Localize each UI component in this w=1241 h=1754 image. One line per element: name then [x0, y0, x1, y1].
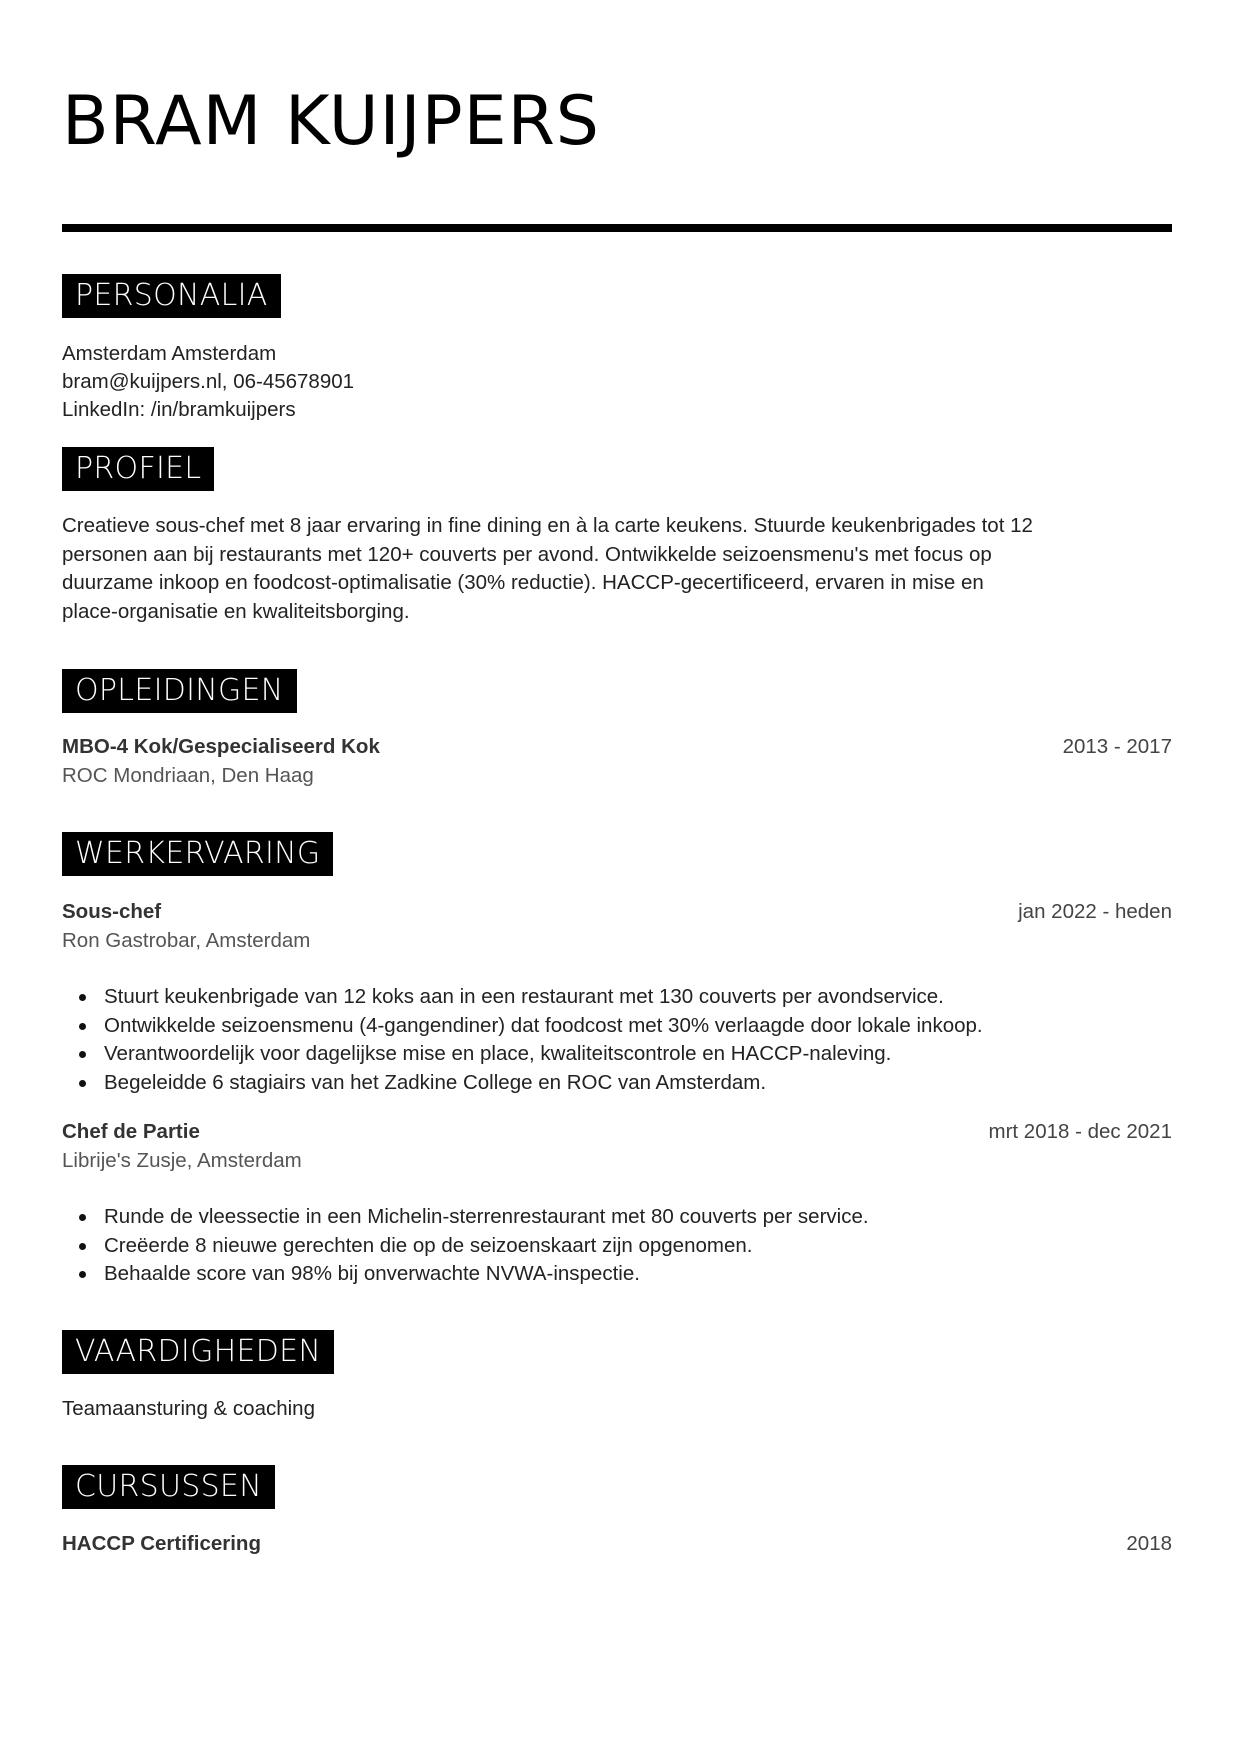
section-heading-werkervaring: WERKERVARING	[62, 832, 333, 876]
education-date: 2013 - 2017	[1062, 735, 1172, 758]
section-heading-vaardigheden: VAARDIGHEDEN	[62, 1330, 334, 1374]
job-employer: Ron Gastrobar, Amsterdam	[62, 929, 311, 952]
list-item	[62, 1260, 1172, 1289]
profiel-summary	[62, 512, 1172, 626]
bullet-icon	[79, 994, 86, 1001]
job-title: Chef de Partie	[62, 1120, 200, 1143]
job-employer: Librije's Zusje, Amsterdam	[62, 1149, 302, 1172]
bullet-text: Creëerde 8 nieuwe gerechten die op de seizoenskaart zijn opgenomen.	[104, 1233, 753, 1257]
section-heading-cursussen: CURSUSSEN	[62, 1465, 275, 1509]
job-date: mrt 2018 - dec 2021	[988, 1120, 1172, 1143]
section-heading-personalia: PERSONALIA	[62, 274, 281, 318]
profiel-line: personen aan bij restaurants met 120+ couverts per avond. Ontwikkelde seizoensmenu's met focus op	[62, 542, 992, 566]
bullet-text: Verantwoordelijk voor dagelijkse mise en place, kwaliteitscontrole en HACCP-naleving.	[104, 1042, 892, 1065]
bullet-text: Runde de vleessectie in een Michelin-sterrenrestaurant met 80 couverts per service.	[104, 1205, 869, 1228]
header-divider	[62, 224, 1172, 232]
section-heading-profiel: PROFIEL	[62, 447, 214, 491]
profiel-line: Creatieve sous-chef met 8 jaar ervaring in fine dining en à la carte keukens. Stuurde keukenbrigades tot 12	[62, 514, 1033, 537]
list-item	[62, 1203, 1172, 1232]
list-item	[62, 1232, 1172, 1261]
profiel-line: duurzame inkoop en foodcost-optimalisatie (30% reductie). HACCP-gecertificeerd, ervaren in mise en	[62, 571, 984, 594]
bullet-icon	[79, 1243, 86, 1250]
bullet-text: Stuurt keukenbrigade van 12 koks aan in een restaurant met 130 couverts per avondservice.	[104, 985, 944, 1008]
personalia-linkedin: LinkedIn: /in/bramkuijpers	[62, 398, 296, 421]
job-title: Sous-chef	[62, 900, 162, 923]
bullet-icon	[79, 1023, 86, 1030]
section-heading-opleidingen: OPLEIDINGEN	[62, 669, 297, 713]
course-title: HACCP Certificering	[62, 1532, 261, 1555]
bullet-icon	[79, 1051, 86, 1058]
personalia-contact: bram@kuijpers.nl, 06-45678901	[62, 370, 355, 393]
job-bullets	[62, 1203, 1172, 1289]
education-title: MBO-4 Kok/Gespecialiseerd Kok	[62, 735, 380, 758]
profiel-line: place-organisatie en kwaliteitsborging.	[62, 599, 410, 623]
bullet-icon	[79, 1214, 86, 1221]
job-bullets	[62, 983, 1172, 1097]
candidate-name: BRAM KUIJPERS	[62, 82, 600, 161]
list-item	[62, 983, 1172, 1012]
list-item	[62, 1012, 1172, 1041]
list-item	[62, 1069, 1172, 1098]
bullet-text: Ontwikkelde seizoensmenu (4-gangendiner) dat foodcost met 30% verlaagde door lokale inkoop.	[104, 1013, 983, 1037]
bullet-icon	[79, 1271, 86, 1278]
education-institution: ROC Mondriaan, Den Haag	[62, 764, 314, 787]
job-date: jan 2022 - heden	[1018, 900, 1172, 923]
bullet-icon	[79, 1080, 86, 1087]
bullet-text: Behaalde score van 98% bij onverwachte NVWA-inspectie.	[104, 1262, 640, 1285]
list-item	[62, 1040, 1172, 1069]
skill-item: Teamaansturing & coaching	[62, 1397, 315, 1420]
bullet-text: Begeleidde 6 stagiairs van het Zadkine College en ROC van Amsterdam.	[104, 1070, 767, 1094]
personalia-location: Amsterdam Amsterdam	[62, 342, 277, 365]
course-date: 2018	[1126, 1532, 1172, 1555]
